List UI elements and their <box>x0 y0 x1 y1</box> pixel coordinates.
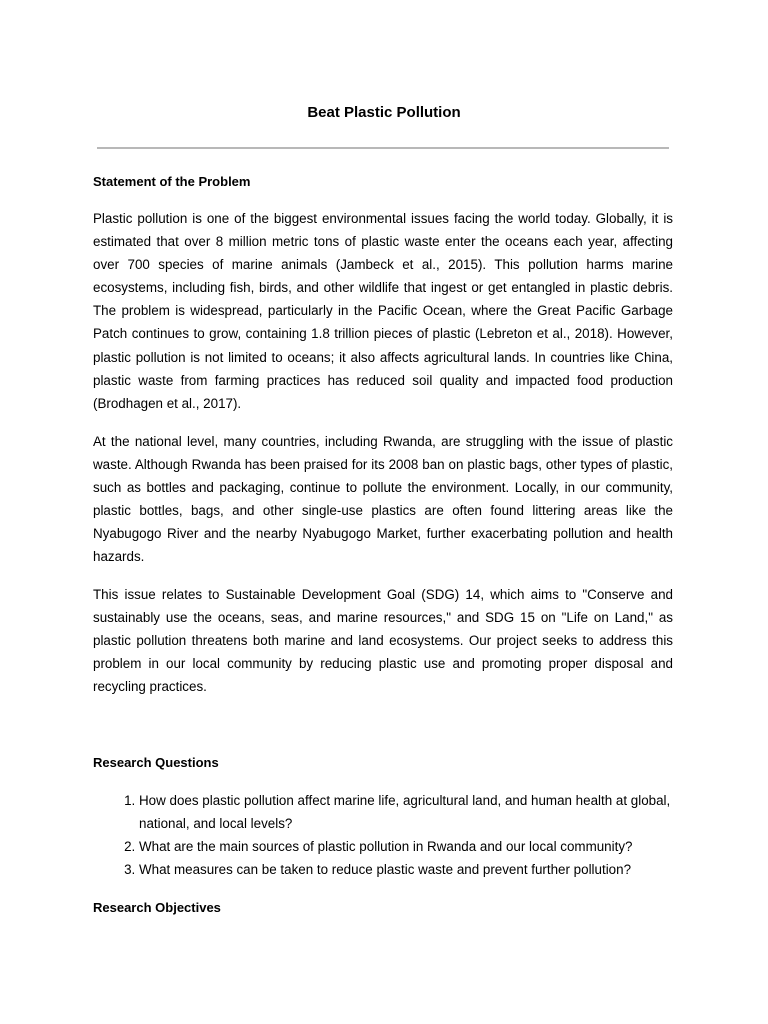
title-divider <box>97 147 669 149</box>
list-item: 3. What measures can be taken to reduce plastic waste and prevent further pollution? <box>139 858 673 881</box>
paragraph: At the national level, many countries, including Rwanda, are struggling with the issue of plastic waste. Although Rwanda has been praised for its 2008 ban on plastic bags, other types of plastic, such as bottles and packaging, continue to pollute the environment. Locally, in our community, plastic bottles, bags, and other single-use plastics are often found littering areas like the Nyabugogo River and the nearby Nyabugogo Market, further exacerbating pollution and health hazards. <box>93 434 673 565</box>
list-item: 1. How does plastic pollution affect marine life, agricultural land, and human health at global, national, and local levels? <box>139 789 673 835</box>
list-item: 2. What are the main sources of plastic pollution in Rwanda and our local community? <box>139 835 673 858</box>
section-heading-statement: Statement of the Problem <box>93 174 251 189</box>
paragraph: Plastic pollution is one of the biggest environmental issues facing the world today. Globally, it is estimated that over 8 million metric tons of plastic waste enter the oceans each year, affecting over 700 species of marine animals (Jambeck et al., 2015). This pollution harms marine ecosystems, including fish, birds, and other wildlife that ingest or get entangled in plastic debris. The problem is widespread, particularly in the Pacific Ocean, where the Great Pacific Garbage Patch continues to grow, containing 1.8 trillion pieces of plastic (Lebreton et al., 2018). However, plastic pollution is not limited to oceans; it also affects agricultural lands. In countries like China, plastic waste from farming practices has reduced soil quality and impacted food production (Brodhagen et al., 2017). <box>93 211 673 411</box>
section-heading-questions: Research Questions <box>93 755 219 770</box>
section-heading-objectives: Research Objectives <box>93 900 221 915</box>
paragraph: This issue relates to Sustainable Development Goal (SDG) 14, which aims to "Conserve and sustainably use the oceans, seas, and marine resources," and SDG 15 on "Life on Land," as plastic pollution threatens both marine and land ecosystems. Our project seeks to address this problem in our local community by reducing plastic use and promoting proper disposal and recycling practices. <box>93 587 673 695</box>
document-title: Beat Plastic Pollution <box>307 104 461 121</box>
research-questions-list <box>93 789 673 881</box>
